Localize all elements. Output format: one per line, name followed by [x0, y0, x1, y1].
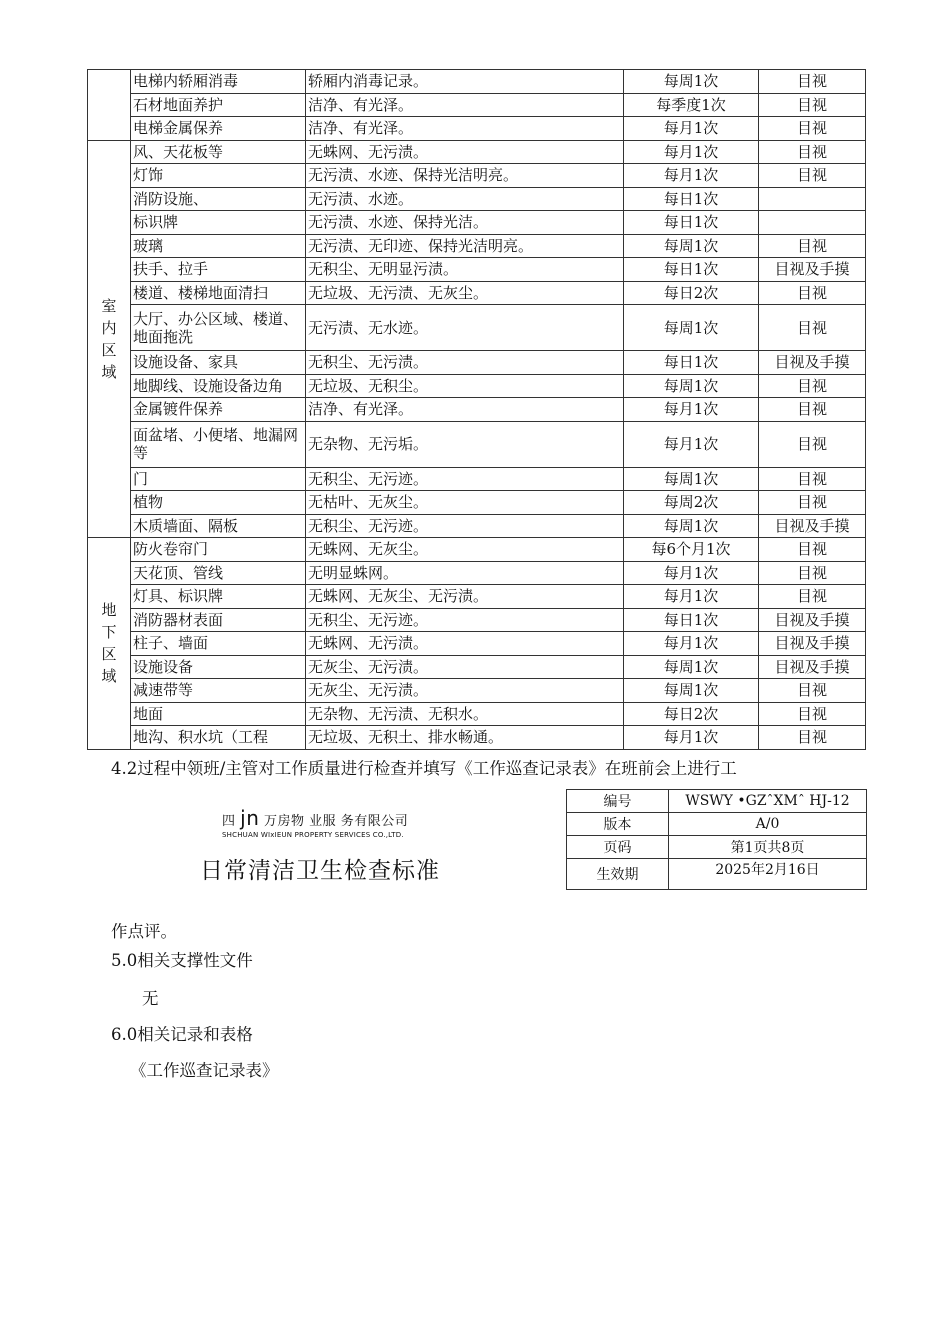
table-row	[88, 374, 866, 398]
meta-value: A/0	[669, 813, 867, 836]
logo-company-name: 万房物 业服 务有限公司	[264, 814, 409, 829]
logo-mark: jn	[240, 806, 260, 830]
method-cell: 目视	[759, 421, 866, 467]
standard-cell: 洁净、有光泽。	[306, 398, 624, 422]
method-cell: 目视	[759, 234, 866, 258]
item-cell: 玻璃	[131, 234, 306, 258]
method-cell	[759, 187, 866, 211]
section-6-content: 《工作巡查记录表》	[130, 1061, 279, 1080]
standard-cell: 无蛛网、无灰尘、无污渍。	[306, 585, 624, 609]
document-title: 日常清洁卫生检查标准	[200, 858, 440, 884]
method-cell: 目视	[759, 164, 866, 188]
table-row	[88, 702, 866, 726]
paragraph-4-2-continued: 作点评。	[111, 922, 177, 941]
standard-cell: 无杂物、无污垢。	[306, 421, 624, 467]
meta-value: 2025年2月16日	[669, 859, 867, 890]
meta-label: 生效期	[567, 859, 669, 890]
table-row	[88, 211, 866, 235]
section-label-char: 区	[101, 340, 117, 359]
meta-value: 第1页共8页	[669, 836, 867, 859]
table-row	[88, 467, 866, 491]
frequency-cell: 每周1次	[624, 70, 759, 94]
item-cell: 电梯金属保养	[131, 117, 306, 141]
method-cell: 目视	[759, 93, 866, 117]
method-cell: 目视及手摸	[759, 632, 866, 656]
logo-english-name: SHCHUAN WIxIEUN PROPERTY SERVICES CO.,LTD.	[222, 831, 404, 839]
table-row	[88, 164, 866, 188]
frequency-cell: 每6个月1次	[624, 538, 759, 562]
item-cell: 设施设备、家具	[131, 351, 306, 375]
frequency-cell: 每月1次	[624, 632, 759, 656]
table-row	[88, 305, 866, 351]
table-row	[88, 679, 866, 703]
standard-cell: 轿厢内消毒记录。	[306, 70, 624, 94]
frequency-cell: 每月1次	[624, 726, 759, 750]
table-row	[88, 117, 866, 141]
frequency-cell: 每月1次	[624, 117, 759, 141]
meta-label: 版本	[567, 813, 669, 836]
frequency-cell: 每月1次	[624, 561, 759, 585]
standard-cell: 无垃圾、无污渍、无灰尘。	[306, 281, 624, 305]
method-cell: 目视	[759, 374, 866, 398]
item-cell: 地脚线、设施设备边角	[131, 374, 306, 398]
frequency-cell: 每月1次	[624, 164, 759, 188]
frequency-cell: 每周1次	[624, 467, 759, 491]
table-row	[88, 398, 866, 422]
cleaning-standard-table	[87, 69, 866, 750]
frequency-cell: 每日1次	[624, 187, 759, 211]
frequency-cell: 每周1次	[624, 374, 759, 398]
table-row	[88, 561, 866, 585]
table-row	[88, 632, 866, 656]
standard-cell: 无积尘、无污渍。	[306, 351, 624, 375]
method-cell: 目视	[759, 398, 866, 422]
table-row	[88, 585, 866, 609]
method-cell: 目视及手摸	[759, 351, 866, 375]
item-cell: 石材地面养护	[131, 93, 306, 117]
method-cell: 目视及手摸	[759, 655, 866, 679]
frequency-cell: 每日1次	[624, 211, 759, 235]
item-cell: 楼道、楼梯地面清扫	[131, 281, 306, 305]
table-row	[88, 140, 866, 164]
item-cell: 风、天花板等	[131, 140, 306, 164]
table-row	[88, 491, 866, 515]
item-cell: 电梯内轿厢消毒	[131, 70, 306, 94]
table-row	[88, 655, 866, 679]
section-label	[88, 70, 131, 141]
frequency-cell: 每周1次	[624, 679, 759, 703]
meta-row	[567, 790, 867, 813]
meta-label: 页码	[567, 836, 669, 859]
standard-cell: 无积尘、无污迹。	[306, 467, 624, 491]
table-row	[88, 187, 866, 211]
company-logo	[222, 806, 408, 839]
method-cell: 目视及手摸	[759, 258, 866, 282]
section-label	[88, 140, 131, 538]
frequency-cell: 每月1次	[624, 585, 759, 609]
standard-cell: 无明显蛛网。	[306, 561, 624, 585]
standard-cell: 无污渍、水迹、保持光洁明亮。	[306, 164, 624, 188]
standard-cell: 无蛛网、无污渍。	[306, 632, 624, 656]
item-cell: 扶手、拉手	[131, 258, 306, 282]
item-cell: 天花顶、管线	[131, 561, 306, 585]
section-5-heading: 5.0相关支撑性文件	[111, 951, 253, 970]
method-cell: 目视	[759, 140, 866, 164]
table-row	[88, 608, 866, 632]
standard-cell: 无污渍、无水迹。	[306, 305, 624, 351]
table-row	[88, 514, 866, 538]
meta-row	[567, 836, 867, 859]
standard-cell: 无垃圾、无积土、排水畅通。	[306, 726, 624, 750]
item-cell: 标识牌	[131, 211, 306, 235]
section-label-char: 室	[101, 296, 117, 315]
item-cell: 面盆堵、小便堵、地漏网等	[131, 421, 306, 467]
standard-cell: 无污渍、无印迹、保持光洁明亮。	[306, 234, 624, 258]
standard-cell: 无杂物、无污渍、无积水。	[306, 702, 624, 726]
method-cell: 目视及手摸	[759, 514, 866, 538]
table-row	[88, 538, 866, 562]
frequency-cell: 每月1次	[624, 140, 759, 164]
section-label-char: 域	[101, 362, 117, 381]
section-label-char: 内	[101, 318, 117, 337]
method-cell: 目视	[759, 467, 866, 491]
section-5-content: 无	[142, 989, 159, 1008]
meta-row	[567, 813, 867, 836]
frequency-cell: 每日2次	[624, 281, 759, 305]
standard-cell: 无蛛网、无污渍。	[306, 140, 624, 164]
table-row	[88, 421, 866, 467]
frequency-cell: 每周1次	[624, 234, 759, 258]
standard-cell: 无积尘、无明显污渍。	[306, 258, 624, 282]
item-cell: 金属镀件保养	[131, 398, 306, 422]
table-row	[88, 281, 866, 305]
item-cell: 防火卷帘门	[131, 538, 306, 562]
method-cell: 目视	[759, 305, 866, 351]
method-cell: 目视	[759, 281, 866, 305]
table-row	[88, 93, 866, 117]
standard-cell: 洁净、有光泽。	[306, 117, 624, 141]
method-cell: 目视	[759, 726, 866, 750]
meta-value: WSWY •GZˆXMˆ HJ-12	[669, 790, 867, 813]
logo-char: 四	[222, 814, 236, 829]
standard-cell: 无灰尘、无污渍。	[306, 655, 624, 679]
item-cell: 大厅、办公区域、楼道、 地面拖洗	[131, 305, 306, 351]
item-cell: 地沟、积水坑（工程	[131, 726, 306, 750]
section-label-char: 区	[101, 645, 117, 664]
section-6-heading: 6.0相关记录和表格	[111, 1025, 253, 1044]
standard-cell: 无积尘、无污迹。	[306, 608, 624, 632]
item-cell: 灯饰	[131, 164, 306, 188]
method-cell: 目视及手摸	[759, 608, 866, 632]
frequency-cell: 每周1次	[624, 655, 759, 679]
item-cell: 地面	[131, 702, 306, 726]
standard-cell: 无污渍、水迹。	[306, 187, 624, 211]
method-cell: 目视	[759, 585, 866, 609]
section-label-char: 地	[101, 601, 117, 620]
method-cell: 目视	[759, 561, 866, 585]
item-cell: 灯具、标识牌	[131, 585, 306, 609]
frequency-cell: 每月1次	[624, 398, 759, 422]
table-row	[88, 234, 866, 258]
document-meta-table	[566, 789, 867, 890]
item-cell: 设施设备	[131, 655, 306, 679]
method-cell: 目视	[759, 538, 866, 562]
frequency-cell: 每周2次	[624, 491, 759, 515]
item-cell: 木质墙面、隔板	[131, 514, 306, 538]
item-cell: 柱子、墙面	[131, 632, 306, 656]
method-cell: 目视	[759, 70, 866, 94]
method-cell: 目视	[759, 679, 866, 703]
standard-cell: 无垃圾、无积尘。	[306, 374, 624, 398]
table-row	[88, 726, 866, 750]
standard-cell: 无蛛网、无灰尘。	[306, 538, 624, 562]
standard-cell: 无积尘、无污迹。	[306, 514, 624, 538]
meta-label: 编号	[567, 790, 669, 813]
section-label-char: 域	[101, 667, 117, 686]
section-label-char: 下	[101, 623, 117, 642]
standard-cell: 洁净、有光泽。	[306, 93, 624, 117]
frequency-cell: 每日1次	[624, 258, 759, 282]
frequency-cell: 每周1次	[624, 305, 759, 351]
standard-cell: 无污渍、水迹、保持光洁。	[306, 211, 624, 235]
frequency-cell: 每月1次	[624, 421, 759, 467]
item-cell: 消防器材表面	[131, 608, 306, 632]
frequency-cell: 每日1次	[624, 351, 759, 375]
frequency-cell: 每周1次	[624, 514, 759, 538]
table-row	[88, 70, 866, 94]
standard-cell: 无灰尘、无污渍。	[306, 679, 624, 703]
section-label	[88, 538, 131, 750]
frequency-cell: 每日1次	[624, 608, 759, 632]
item-cell: 消防设施、	[131, 187, 306, 211]
table-row	[88, 351, 866, 375]
method-cell: 目视	[759, 491, 866, 515]
item-cell: 门	[131, 467, 306, 491]
meta-row	[567, 859, 867, 890]
frequency-cell: 每季度1次	[624, 93, 759, 117]
table-row	[88, 258, 866, 282]
method-cell	[759, 211, 866, 235]
method-cell: 目视	[759, 702, 866, 726]
item-cell: 减速带等	[131, 679, 306, 703]
paragraph-4-2: 4.2过程中领班/主管对工作质量进行检查并填写《工作巡查记录表》在班前会上进行工	[111, 759, 737, 778]
method-cell: 目视	[759, 117, 866, 141]
item-cell: 植物	[131, 491, 306, 515]
frequency-cell: 每日2次	[624, 702, 759, 726]
standard-cell: 无枯叶、无灰尘。	[306, 491, 624, 515]
